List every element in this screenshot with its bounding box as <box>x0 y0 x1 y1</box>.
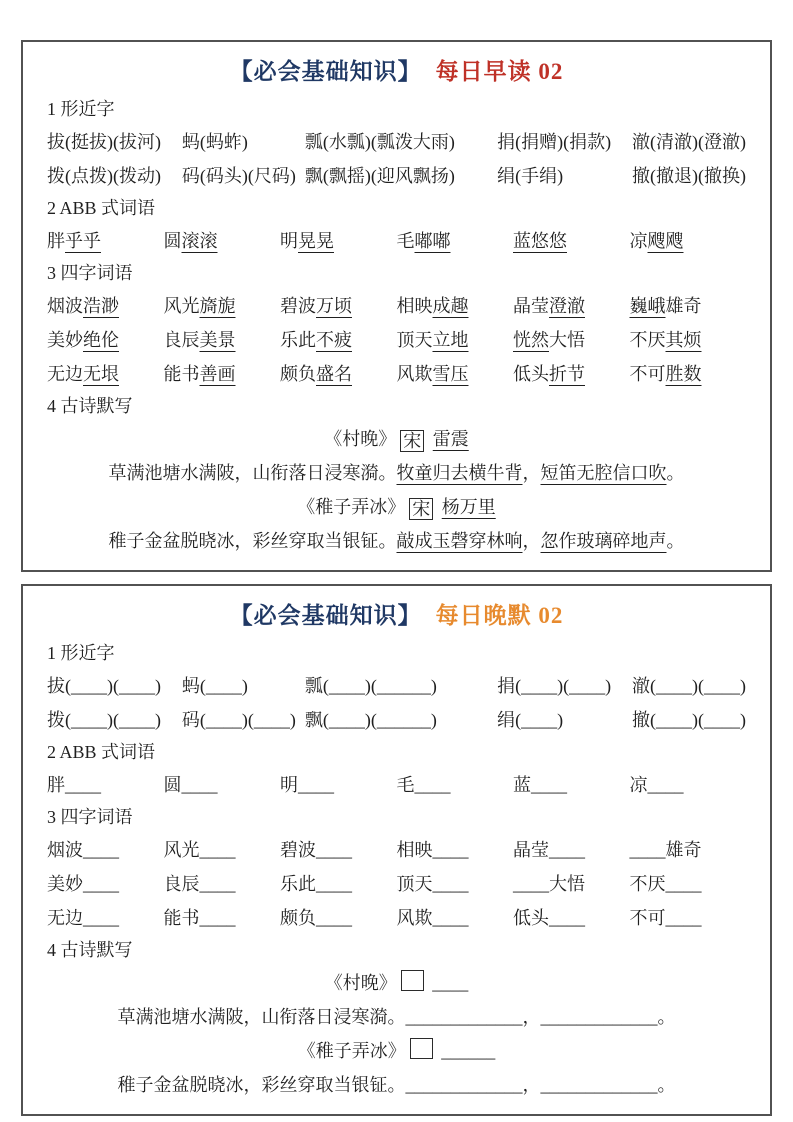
word-item <box>630 289 747 323</box>
word-item <box>47 357 164 391</box>
underlined-answer: 忽作玻璃碎地声 <box>540 531 667 551</box>
underlined-answer: 恍然 <box>513 330 549 350</box>
morning-four-char-words-row-2 <box>47 323 746 357</box>
word-item: 瓢(水瓢)(瓢泼大雨) <box>304 132 455 152</box>
word-item <box>164 323 281 357</box>
word-item: 凉____ <box>629 775 684 795</box>
word-item: 胖____ <box>47 775 101 795</box>
word-item: 码(码头)(尺码) <box>181 166 296 186</box>
word-item: 瓢(____)(______) <box>304 676 437 696</box>
text-segment: 凉 <box>629 231 648 251</box>
word-item <box>280 289 397 323</box>
evening-poem-verse-2: 稚子金盆脱晓冰，彩丝穿取当银钲。_____________，_____________。 <box>117 1075 676 1095</box>
text-segment: 碧波 <box>280 296 316 316</box>
word-item <box>164 289 281 323</box>
morning-poem-title-2 <box>47 490 746 524</box>
word-item <box>47 323 164 357</box>
underlined-answer: 不疲 <box>316 330 352 350</box>
underlined-answer: 乎乎 <box>65 231 101 251</box>
text-segment: 顶天 <box>396 330 433 350</box>
text-segment: 毛 <box>396 231 415 251</box>
word-item: 毛____ <box>396 775 451 795</box>
word-item: 拔(____)(____) <box>47 676 161 696</box>
word-item: 拨(点拨)(拨动) <box>47 166 161 186</box>
word-item: 澈(____)(____) <box>632 676 747 696</box>
text-segment: 无边 <box>47 364 83 384</box>
word-item: 美妙____ <box>47 874 119 894</box>
underlined-answer: 胜数 <box>665 364 702 384</box>
text-segment: 明 <box>280 231 298 251</box>
evening-four-char-words-row-1 <box>47 833 746 867</box>
text-segment: 风光 <box>163 296 200 316</box>
word-item: 蚂(蚂蚱) <box>181 132 248 152</box>
evening-dictation-card <box>21 584 772 1116</box>
morning-reading-card <box>21 40 772 572</box>
morning-heading-similar-chars: 1 形近字 <box>47 99 115 119</box>
word-item <box>397 289 514 323</box>
evening-poem-verse-1: 草满池塘水满陂，山衔落日浸寒漪。_____________，_____________。 <box>117 1007 676 1027</box>
text-segment: 。 <box>666 463 685 483</box>
underlined-answer: 嘟嘟 <box>414 231 451 251</box>
word-item: 绢(手绢) <box>497 166 564 186</box>
word-item <box>397 357 514 391</box>
text-segment: 。 <box>666 531 685 551</box>
text-segment: 良辰 <box>163 330 200 350</box>
word-item: 撤(____)(____) <box>632 710 747 730</box>
evening-four-char-words-row-3 <box>47 901 746 935</box>
word-item: 捐(捐赠)(捐款) <box>497 132 612 152</box>
word-item: 撤(撤退)(撤换) <box>632 166 747 186</box>
word-item: 良辰____ <box>163 874 236 894</box>
text-segment: 能书 <box>163 364 200 384</box>
evening-title-bracket: 【必会基础知识】 <box>229 603 422 628</box>
word-item: 顶天____ <box>396 874 469 894</box>
evening-card-title <box>47 594 746 638</box>
word-item: 能书____ <box>163 908 236 928</box>
underlined-answer: 牧童归去横牛背 <box>396 463 523 483</box>
word-item: 晶莹____ <box>513 840 585 860</box>
underlined-answer: 善画 <box>199 364 236 384</box>
morning-title-accent: 每日早读 02 <box>435 59 564 84</box>
text-segment: 大悟 <box>549 330 585 350</box>
evening-four-char-words-row-2 <box>47 867 746 901</box>
morning-poem-verse-1 <box>47 456 746 490</box>
underlined-answer: 蓝悠悠 <box>513 231 567 251</box>
evening-similar-chars-row-2 <box>47 703 746 737</box>
word-item: 乐此____ <box>280 874 352 894</box>
underlined-answer: 绝伦 <box>83 330 119 350</box>
word-item: 码(____)(____) <box>181 710 296 730</box>
word-item: 蚂(____) <box>181 676 248 696</box>
text-segment: 稚子金盆脱晓冰，彩丝穿取当银钲。 <box>108 531 397 551</box>
morning-four-char-words-row-3 <box>47 357 746 391</box>
text-segment: 胖 <box>47 231 65 251</box>
evening-poem-title-2 <box>47 1034 746 1068</box>
evening-abb-words-row <box>47 768 746 802</box>
word-item: 烟波____ <box>47 840 119 860</box>
morning-abb-words-row <box>47 224 746 258</box>
word-item: 飘(飘摇)(迎风飘扬) <box>304 166 455 186</box>
word-item: 不厌____ <box>629 874 702 894</box>
underlined-answer: 杨万里 <box>441 497 496 517</box>
word-item <box>397 224 514 258</box>
underlined-answer: 万顷 <box>316 296 352 316</box>
underlined-answer: 浩渺 <box>83 296 119 316</box>
underlined-answer: 立地 <box>432 330 469 350</box>
underlined-answer: 敲成玉磬穿林响 <box>396 531 523 551</box>
text-segment: 风欺 <box>396 364 433 384</box>
word-item <box>280 357 397 391</box>
morning-similar-chars-row-2 <box>47 159 746 193</box>
text-segment: 圆 <box>163 231 182 251</box>
word-item: 蓝____ <box>513 775 567 795</box>
dynasty-box <box>401 970 424 991</box>
word-item: 低头____ <box>513 908 585 928</box>
word-item <box>513 289 630 323</box>
word-item: ____雄奇 <box>629 840 702 860</box>
word-item: 无边____ <box>47 908 119 928</box>
underlined-answer: 盛名 <box>316 364 352 384</box>
evening-title-accent: 每日晚默 02 <box>435 603 564 628</box>
text-segment: ______ <box>436 1041 496 1061</box>
word-item: 风欺____ <box>396 908 469 928</box>
underlined-answer: 成趣 <box>432 296 469 316</box>
underlined-answer: 旖旎 <box>199 296 236 316</box>
morning-poem-verse-2 <box>47 524 746 558</box>
dynasty-box: 宋 <box>409 498 433 520</box>
text-segment: 不厌 <box>629 330 666 350</box>
word-item: 飘(____)(______) <box>304 710 437 730</box>
evening-heading-poem-dictation: 4 古诗默写 <box>47 940 133 960</box>
word-item <box>513 224 630 258</box>
morning-heading-four-char-words: 3 四字词语 <box>47 263 133 283</box>
word-item: 圆____ <box>163 775 218 795</box>
text-segment: 相映 <box>396 296 433 316</box>
morning-title-bracket: 【必会基础知识】 <box>229 59 422 84</box>
text-segment: ， <box>522 531 541 551</box>
word-item: 捐(____)(____) <box>497 676 612 696</box>
word-item: 明____ <box>280 775 334 795</box>
text-segment: 晶莹 <box>513 296 549 316</box>
evening-similar-chars-row-1 <box>47 669 746 703</box>
underlined-answer: 澄澈 <box>549 296 585 316</box>
evening-heading-four-char-words: 3 四字词语 <box>47 807 133 827</box>
underlined-answer: 雷震 <box>432 429 469 449</box>
morning-four-char-words-row-1 <box>47 289 746 323</box>
text-segment: 低头 <box>513 364 549 384</box>
morning-similar-chars-row-1 <box>47 125 746 159</box>
word-item: 颇负____ <box>280 908 352 928</box>
text-segment: 《稚子弄冰》 <box>297 497 406 517</box>
morning-poem-title-1 <box>47 422 746 456</box>
underlined-answer: 雪压 <box>432 364 469 384</box>
morning-card-title <box>47 50 746 94</box>
word-item: 拨(____)(____) <box>47 710 161 730</box>
evening-heading-abb-words: 2 ABB 式词语 <box>47 742 156 762</box>
word-item: 绢(____) <box>497 710 564 730</box>
underlined-answer: 巍峨 <box>629 296 666 316</box>
underlined-answer: 无垠 <box>83 364 119 384</box>
underlined-answer: 飕飕 <box>647 231 684 251</box>
word-item <box>47 289 164 323</box>
evening-heading-similar-chars: 1 形近字 <box>47 643 115 663</box>
word-item: ____大悟 <box>513 874 585 894</box>
word-item <box>164 357 281 391</box>
text-segment: ____ <box>427 973 469 993</box>
word-item <box>397 323 514 357</box>
word-item <box>630 357 747 391</box>
word-item <box>630 224 747 258</box>
text-segment: 美妙 <box>47 330 83 350</box>
text-segment: 《村晚》 <box>324 429 397 449</box>
word-item: 不可____ <box>629 908 702 928</box>
evening-poem-title-1 <box>47 966 746 1000</box>
text-segment: 烟波 <box>47 296 83 316</box>
dynasty-box <box>410 1038 433 1059</box>
word-item <box>513 323 630 357</box>
text-segment: 雄奇 <box>665 296 702 316</box>
underlined-answer: 折节 <box>549 364 585 384</box>
word-item: 相映____ <box>396 840 469 860</box>
text-segment: 《村晚》 <box>324 973 397 993</box>
text-segment: 颇负 <box>280 364 316 384</box>
word-item: 拔(挺拔)(拔河) <box>47 132 161 152</box>
underlined-answer: 晃晃 <box>298 231 334 251</box>
underlined-answer: 其烦 <box>665 330 702 350</box>
underlined-answer: 滚滚 <box>181 231 218 251</box>
text-segment: 草满池塘水满陂，山衔落日浸寒漪。 <box>108 463 397 483</box>
word-item <box>280 323 397 357</box>
word-item: 碧波____ <box>280 840 352 860</box>
text-segment: ， <box>522 463 541 483</box>
word-item <box>630 323 747 357</box>
word-item: 澈(清澈)(澄澈) <box>632 132 747 152</box>
word-item <box>47 224 164 258</box>
word-item <box>164 224 281 258</box>
underlined-answer: 美景 <box>199 330 236 350</box>
dynasty-box: 宋 <box>400 430 424 452</box>
word-item: 风光____ <box>163 840 236 860</box>
text-segment: 《稚子弄冰》 <box>297 1041 406 1061</box>
text-segment: 不可 <box>629 364 666 384</box>
underlined-answer: 短笛无腔信口吹 <box>540 463 667 483</box>
word-item <box>513 357 630 391</box>
word-item <box>280 224 397 258</box>
morning-heading-abb-words: 2 ABB 式词语 <box>47 198 156 218</box>
morning-heading-poem-dictation: 4 古诗默写 <box>47 396 133 416</box>
text-segment: 乐此 <box>280 330 316 350</box>
